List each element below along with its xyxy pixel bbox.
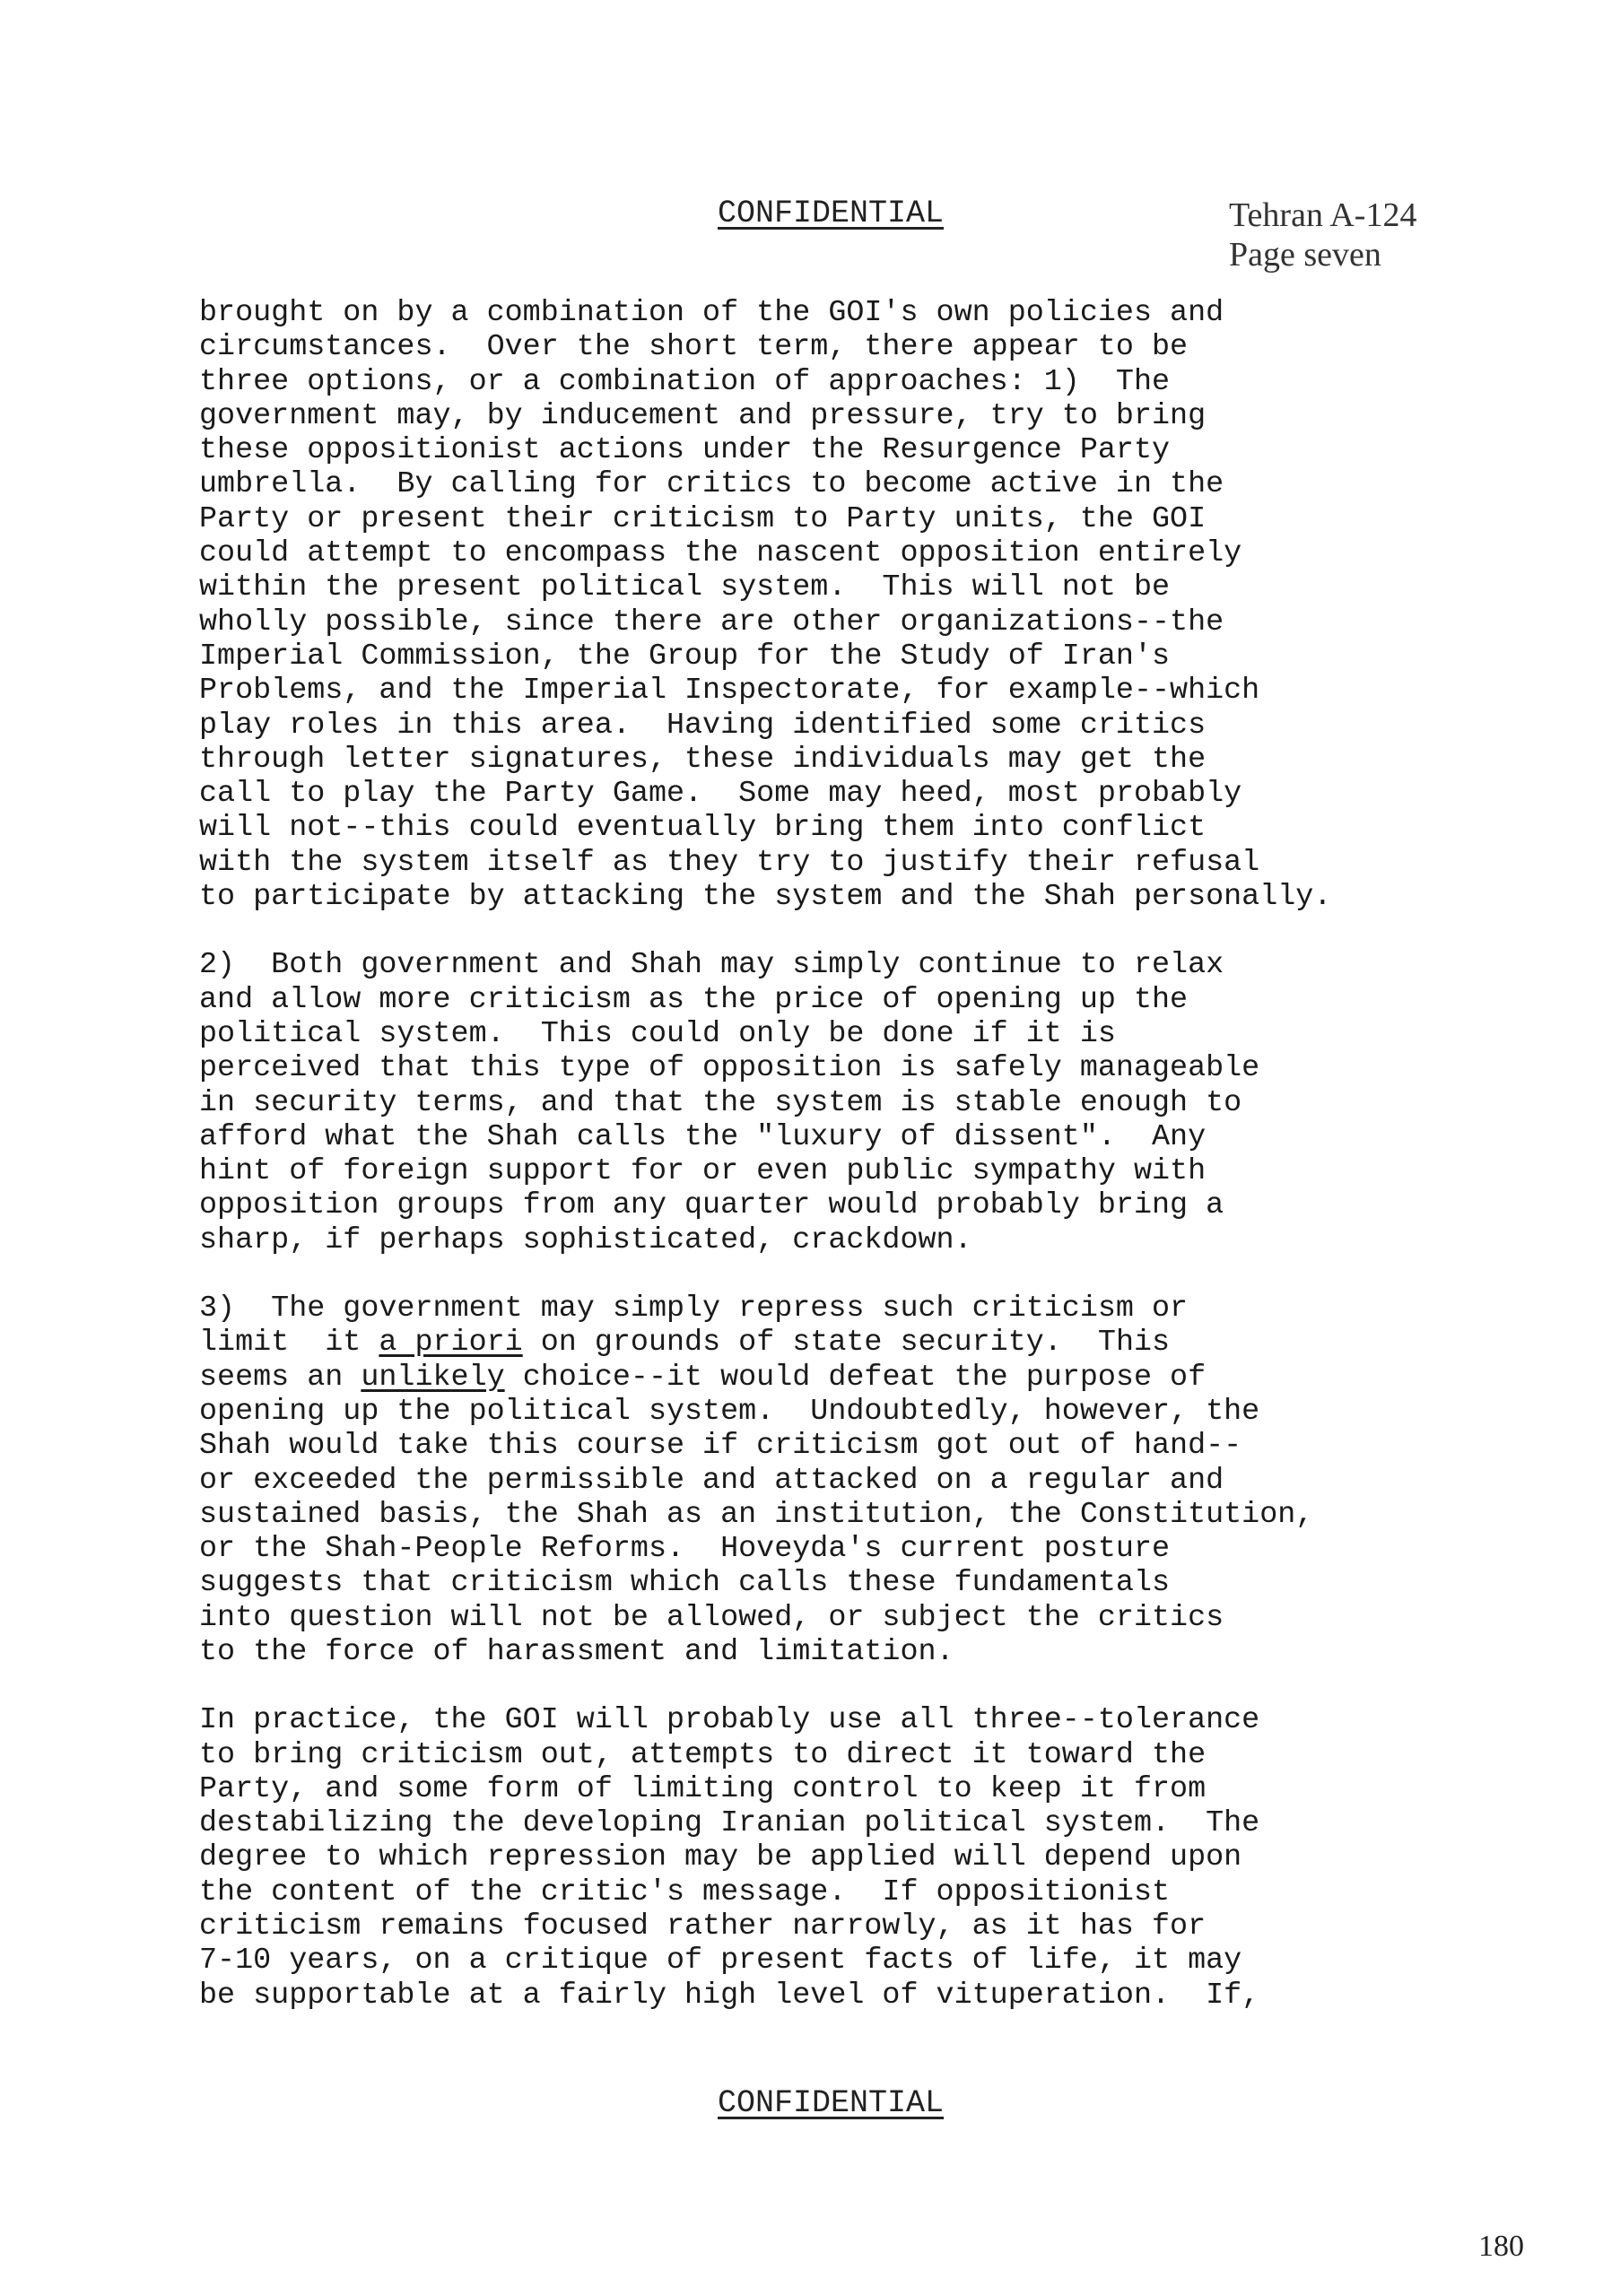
text-line: to the force of harassment and limitation. <box>199 1634 954 1669</box>
text-line: sharp, if perhaps sophisticated, crackdown. <box>199 1222 972 1257</box>
text-line: brought on by a combination of the GOI's own policies and <box>199 296 1224 330</box>
text-line: Shah would take this course if criticism got out of hand-- <box>199 1429 1242 1464</box>
paragraph-3 <box>199 1292 1491 1669</box>
text-line: or exceeded the permissible and attacked on a regular and <box>199 1463 1224 1498</box>
text-line: Party or present their criticism to Party units, the GOI <box>199 501 1207 536</box>
text-line <box>199 1361 1491 1395</box>
page-number: 180 <box>1478 2230 1524 2263</box>
footer-classification: CONFIDENTIAL <box>718 2085 945 2121</box>
text-line: Problems, and the Imperial Inspectorate, for example--which <box>199 674 1260 709</box>
text-line: sustained basis, the Shah as an institution, the Constitution, <box>199 1497 1314 1532</box>
header-reference-line-1: Tehran A-124 <box>1229 196 1417 234</box>
header-reference <box>1229 196 1416 274</box>
text-line: 2) Both government and Shah may simply continue to relax <box>199 948 1224 983</box>
header-classification: CONFIDENTIAL <box>718 196 945 231</box>
text-line: in security terms, and that the system is stable enough to <box>199 1085 1242 1120</box>
text-line: through letter signatures, these individuals may get the <box>199 742 1207 777</box>
text-line: perceived that this type of opposition is safely manageable <box>199 1051 1260 1086</box>
text-line: criticism remains focused rather narrowly, as it has for <box>199 1909 1207 1944</box>
text-line: could attempt to encompass the nascent opposition entirely <box>199 536 1242 571</box>
text-line: will not--this could eventually bring them into conflict <box>199 811 1207 846</box>
text-segment: choice--it would defeat the purpose of <box>504 1360 1207 1395</box>
text-line: to participate by attacking the system and the Shah personally. <box>199 880 1332 915</box>
text-line: umbrella. By calling for critics to become active in the <box>199 467 1224 502</box>
text-line: to bring criticism out, attempts to direct it toward the <box>199 1737 1207 1772</box>
underlined-term-a-priori: a priori <box>379 1326 523 1361</box>
text-line: within the present political system. This will not be <box>199 570 1171 605</box>
text-line: 7-10 years, on a critique of present facts of life, it may <box>199 1944 1242 1979</box>
text-line: be supportable at a fairly high level of vituperation. If, <box>199 1978 1260 2013</box>
text-line: political system. This could only be done if it is <box>199 1016 1116 1051</box>
paragraph-4 <box>199 1703 1491 2013</box>
text-line: with the system itself as they try to justify their refusal <box>199 845 1260 880</box>
text-line: call to play the Party Game. Some may heed, most probably <box>199 777 1242 812</box>
text-line: opposition groups from any quarter would probably bring a <box>199 1188 1224 1223</box>
text-line: afford what the Shah calls the "luxury of dissent". Any <box>199 1119 1207 1154</box>
paragraph-1 <box>199 296 1491 914</box>
body-text <box>199 296 1491 2047</box>
text-line: circumstances. Over the short term, there appear to be <box>199 330 1189 365</box>
text-line: into question will not be allowed, or subject the critics <box>199 1600 1224 1635</box>
text-line: suggests that criticism which calls these fundamentals <box>199 1566 1171 1601</box>
text-line: Imperial Commission, the Group for the Study of Iran's <box>199 639 1171 674</box>
text-line: these oppositionist actions under the Resurgence Party <box>199 433 1171 468</box>
text-line: Party, and some form of limiting control to keep it from <box>199 1771 1207 1806</box>
text-line: hint of foreign support for or even public sympathy with <box>199 1154 1207 1189</box>
header-reference-line-2: Page seven <box>1229 236 1381 274</box>
text-segment: seems an <box>199 1360 362 1395</box>
text-line: wholly possible, since there are other organizations--the <box>199 604 1224 639</box>
text-line: government may, by inducement and pressure, try to bring <box>199 398 1207 433</box>
text-line: play roles in this area. Having identified some critics <box>199 708 1207 743</box>
text-line: opening up the political system. Undoubtedly, however, the <box>199 1394 1260 1429</box>
text-line: and allow more criticism as the price of opening up the <box>199 982 1189 1017</box>
underlined-term-unlikely: unlikely <box>361 1360 505 1395</box>
paragraph-2 <box>199 948 1491 1257</box>
text-line: destabilizing the developing Iranian political system. The <box>199 1806 1260 1841</box>
text-line: the content of the critic's message. If oppositionist <box>199 1874 1171 1909</box>
text-segment: limit it <box>199 1326 379 1361</box>
text-line: three options, or a combination of approaches: 1) The <box>199 364 1171 399</box>
text-line: 3) The government may simply repress such criticism or <box>199 1292 1189 1326</box>
text-line <box>199 1326 1491 1360</box>
text-line: or the Shah-People Reforms. Hoveyda's current posture <box>199 1532 1171 1567</box>
text-segment: on grounds of state security. This <box>522 1326 1171 1361</box>
text-line: degree to which repression may be applied will depend upon <box>199 1840 1242 1875</box>
text-line: In practice, the GOI will probably use all three--tolerance <box>199 1703 1260 1738</box>
